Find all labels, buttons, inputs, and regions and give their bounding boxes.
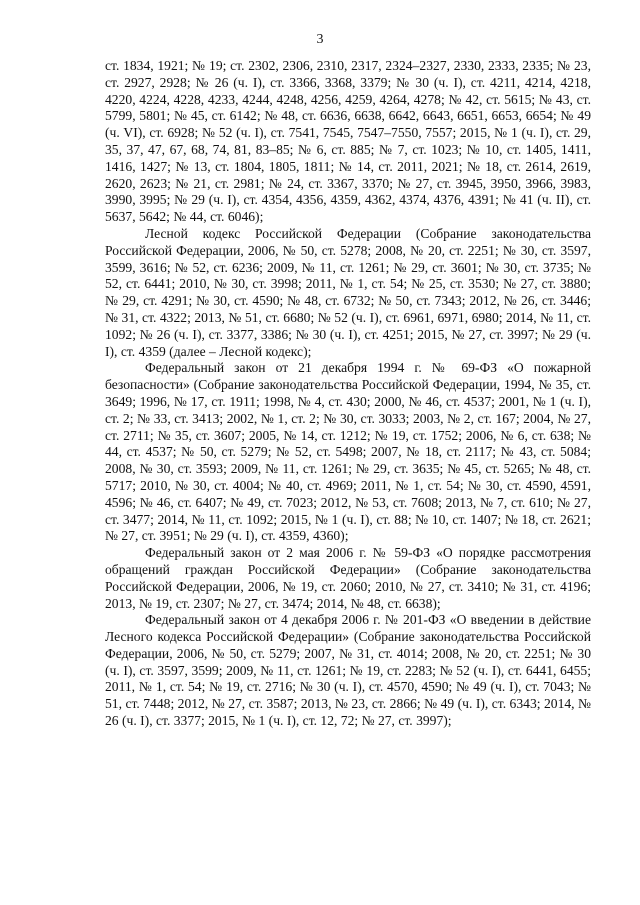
page-number: 3 [316, 32, 324, 47]
paragraph-code-references-continued: ст. 1834, 1921; № 19; ст. 2302, 2306, 2310, 2317, 2324–2327, 2330, 2333, 2335; № 23, ст. 2927, 2928; № 26 (ч. I), ст. 3366, 3368, 3379; № 30 (ч. I), ст. 4211, 4214, 4218, 4220, 4224, 4228, 4233, 4244, 4248, 4256, 4259, 4264, 4278; № 42, ст. 5615; № 43, ст. 5799, 5801; № 45, ст. 6142; № 48, ст. 6636, 6638, 6642, 6643, 6651, 6653, 6654; № 49 (ч. VI), ст. 6928; № 52 (ч. I), ст. 7541, 7545, 7547–7550, 7557; 2015, № 1 (ч. I), ст. 29, 35, 37, 47, 67, 68, 74, 81, 83–85; № 6, ст. 885; № 7, ст. 1023; № 10, ст. 1405, 1411, 1416, 1427; № 13, ст. 1804, 1805, 1811; № 14, ст. 2011, 2021; № 18, ст. 2614, 2619, 2620, 2623; № 21, ст. 2981; № 24, ст. 3367, 3370; № 27, ст. 3945, 3950, 3966, 3983, 3990, 3995; № 29 (ч. I), ст. 4354, 4356, 4359, 4362, 4374, 4376, 4391; № 41 (ч. II), ст. 5637, 5642; № 44, ст. 6046); [105, 58, 591, 225]
paragraph-forest-code: Лесной кодекс Российской Федерации (Собрание законодательства Российской Федерации, 2006, № 50, ст. 5278; 2008, № 20, ст. 2251; № 30, ст. 3597, 3599, 3616; № 52, ст. 6236; 2009, № 11, ст. 1261; № 29, ст. 3601; № 30, ст. 3735; № 52, ст. 6441; 2010, № 30, ст. 3998; 2011, № 1, ст. 54; № 25, ст. 3530; № 27, ст. 3880; № 29, ст. 4291; № 30, ст. 4590; № 48, ст. 6732; № 50, ст. 7343; 2012, № 26, ст. 3446; № 31, ст. 4322; 2013, № 51, ст. 6680; № 52 (ч. I), ст. 6961, 6971, 6980; 2014, № 11, ст. 1092; № 26 (ч. I), ст. 3377, 3386; № 30 (ч. I), ст. 4251; 2015, № 27, ст. 3997; № 29 (ч. I), ст. 4359 (далее – Лесной кодекс); [105, 225, 591, 359]
paragraph-fire-safety-law: Федеральный закон от 21 декабря 1994 г. № 69-ФЗ «О пожарной безопасности» (Собрание законодательства Российской Федерации, 1994, № 35, ст. 3649; 1996, № 17, ст. 1911; 1998, № 4, ст. 430; 2000, № 46, ст. 4537; 2001, № 1 (ч. I), ст. 2; № 33, ст. 3413; 2002, № 1, ст. 2; № 30, ст. 3033; 2003, № 2, ст. 167; 2004, № 27, ст. 2711; № 35, ст. 3607; 2005, № 14, ст. 1212; № 19, ст. 1752; 2006, № 6, ст. 638; № 44, ст. 4537; № 50, ст. 5279; № 52, ст. 5498; 2007, № 18, ст. 2117; № 43, ст. 5084; 2008, № 30, ст. 3593; 2009, № 11, ст. 1261; № 29, ст. 3635; № 45, ст. 5265; № 48, ст. 5717; 2010, № 30, ст. 4004; № 40, ст. 4969; 2011, № 1, ст. 54; № 30, ст. 4590, 4591, 4596; № 46, ст. 6407; № 49, ст. 7023; 2012, № 53, ст. 7608; 2013, № 7, ст. 610; № 27, ст. 3477; 2014, № 11, ст. 1092; 2015, № 1 (ч. I), ст. 88; № 10, ст. 1407; № 18, ст. 2621; № 27, ст. 3951; № 29 (ч. I), ст. 4359, 4360); [105, 360, 591, 544]
paragraph-citizen-appeals-law: Федеральный закон от 2 мая 2006 г. № 59-ФЗ «О порядке рассмотрения обращений граждан Российской Федерации» (Собрание законодательства Российской Федерации, 2006, № 19, ст. 2060; 2010, № 27, ст. 3410; № 31, ст. 4196; 2013, № 19, ст. 2307; № 27, ст. 3474; 2014, № 48, ст. 6638); [105, 545, 591, 611]
document-body [105, 58, 591, 730]
paragraph-forest-code-enactment-law: Федеральный закон от 4 декабря 2006 г. № 201-ФЗ «О введении в действие Лесного кодекса Российской Федерации» (Собрание законодательства Российской Федерации, 2006, № 50, ст. 5279; 2007, № 31, ст. 4014; 2008, № 20, ст. 2251; № 30 (ч. I), ст. 3597, 3599; 2009, № 11, ст. 1261; № 19, ст. 2283; № 52 (ч. I), ст. 6441, 6455; 2011, № 1, ст. 54; № 19, ст. 2716; № 30 (ч. I), ст. 4570, 4590; № 49 (ч. I), ст. 7043; № 51, ст. 7448; 2012, № 27, ст. 3587; 2013, № 23, ст. 2866; № 49 (ч. I), ст. 6343; 2014, № 26 (ч. I), ст. 3377; 2015, № 1 (ч. I), ст. 12, 72; № 27, ст. 3997); [105, 612, 591, 729]
